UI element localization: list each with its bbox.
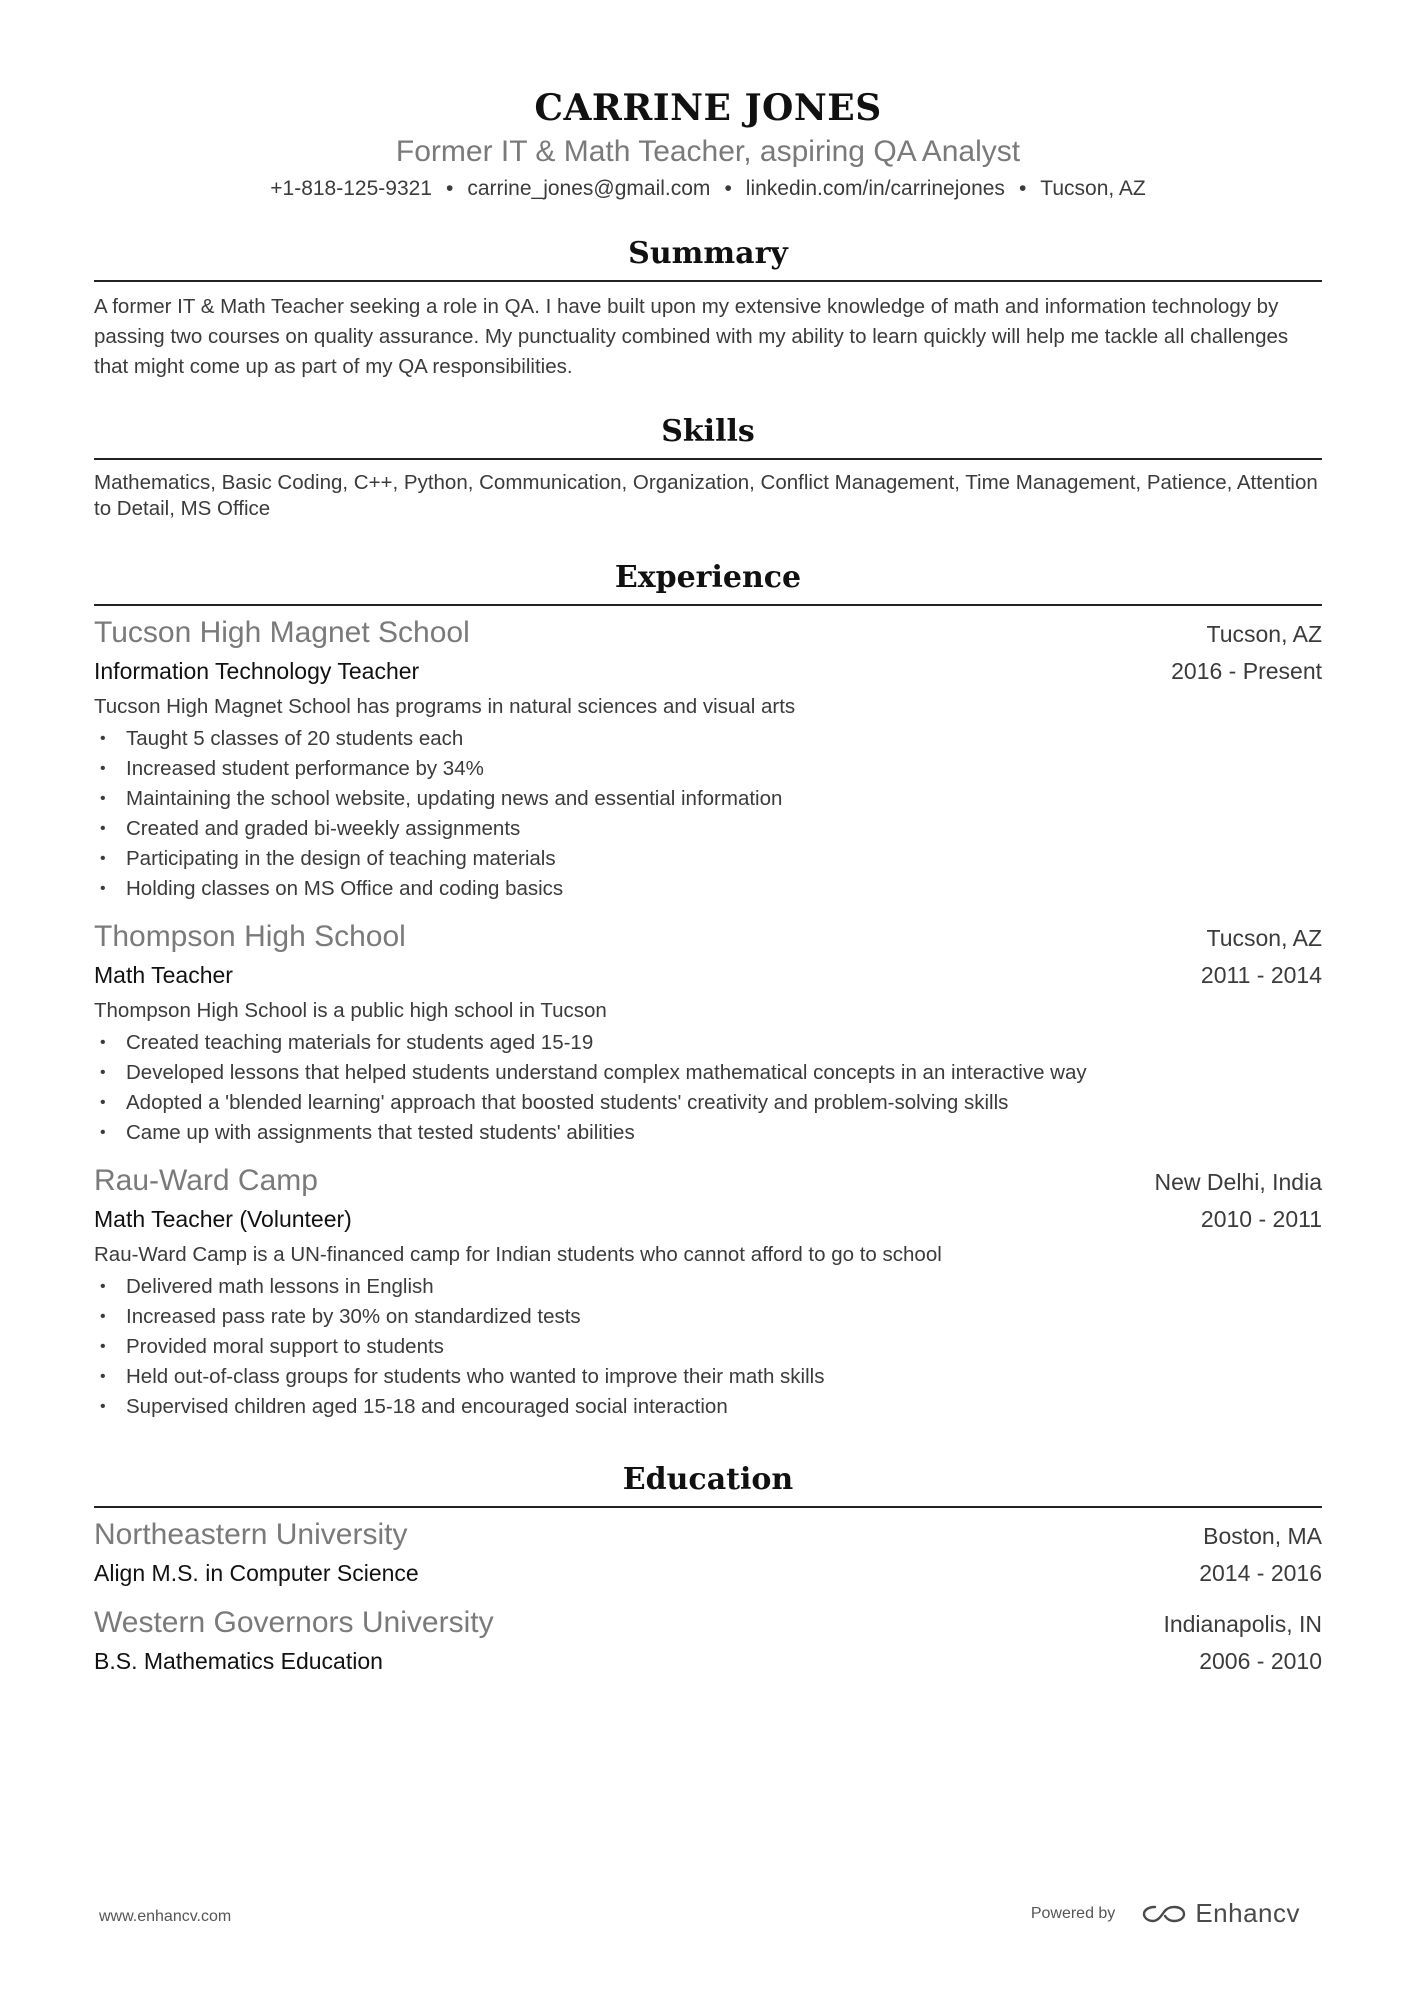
resume-header — [94, 0, 1322, 204]
education-section — [94, 1460, 1322, 1680]
separator-dot: • — [1018, 177, 1027, 200]
bullet-icon: • — [100, 1368, 106, 1385]
bullet-icon: • — [100, 880, 106, 897]
list-item: • Developed lessons that helped students understand complex mathematical concepts in an interactive way — [94, 1058, 1322, 1088]
summary-text: A former IT & Math Teacher seeking a role in QA. I have built upon my extensive knowledge of math and information technology by passing two courses on quality assurance. My punctuality combined with my ability to learn quickly will help me tackle all challenges that might come up as part of my QA responsibilities. — [94, 295, 1289, 378]
degree-name: B.S. Mathematics Education — [94, 1648, 383, 1674]
list-item: • Came up with assignments that tested students' abilities — [94, 1118, 1322, 1148]
email-address: carrine_jones@gmail.com — [467, 177, 711, 200]
list-item: • Delivered math lessons in English — [94, 1272, 1322, 1302]
skills-heading: Skills — [661, 414, 755, 449]
separator-dot: • — [724, 177, 732, 200]
school-location: Indianapolis, IN — [1163, 1611, 1322, 1637]
section-divider — [94, 280, 1322, 282]
education-dates: 2014 - 2016 — [1199, 1560, 1322, 1586]
school-name: Western Governors University — [94, 1606, 494, 1639]
list-item: • Created and graded bi-weekly assignments — [94, 814, 1322, 844]
degree-name: Align M.S. in Computer Science — [94, 1560, 419, 1586]
section-divider — [94, 1506, 1322, 1508]
achievement-list — [94, 1272, 1322, 1422]
bullet-icon: • — [100, 1034, 106, 1051]
list-item: • Supervised children aged 15-18 and encouraged social interaction — [94, 1392, 1322, 1422]
experience-heading: Experience — [614, 560, 802, 595]
education-entry — [94, 1604, 1322, 1680]
list-item: • Taught 5 classes of 20 students each — [94, 724, 1322, 754]
list-item: • Maintaining the school website, updating news and essential information — [94, 784, 1322, 814]
bullet-icon: • — [100, 820, 106, 837]
employer-name: Thompson High School — [94, 920, 406, 953]
school-location: Boston, MA — [1203, 1523, 1322, 1549]
achievement-list — [94, 724, 1322, 904]
job-dates: 2011 - 2014 — [1200, 962, 1322, 988]
separator-dot: • — [445, 177, 454, 200]
bullet-icon: • — [100, 850, 106, 867]
list-item: • Increased pass rate by 30% on standardized tests — [94, 1302, 1322, 1332]
section-divider — [94, 458, 1322, 460]
powered-by-badge — [1031, 1898, 1300, 1929]
bullet-icon: • — [100, 1064, 106, 1081]
summary-heading: Summary — [628, 236, 788, 271]
job-title: Information Technology Teacher — [94, 658, 420, 684]
bullet-icon: • — [100, 760, 106, 777]
website-link[interactable]: www.enhancv.com — [99, 1908, 232, 1925]
bullet-icon: • — [100, 1124, 106, 1141]
employer-description: Thompson High School is a public high school in Tucson — [94, 999, 607, 1022]
skills-section — [94, 412, 1322, 522]
bullet-icon: • — [100, 1398, 106, 1415]
education-dates: 2006 - 2010 — [1199, 1648, 1322, 1674]
section-divider — [94, 604, 1322, 606]
summary-section — [94, 234, 1322, 382]
school-name: Northeastern University — [94, 1518, 408, 1551]
candidate-location: Tucson, AZ — [1040, 177, 1146, 200]
job-title: Math Teacher (Volunteer) — [94, 1206, 352, 1232]
employer-description: Tucson High Magnet School has programs in natural sciences and visual arts — [94, 695, 796, 718]
list-item: • Held out-of-class groups for students who wanted to improve their math skills — [94, 1362, 1322, 1392]
experience-section — [94, 558, 1322, 1422]
employer-location: Tucson, AZ — [1206, 621, 1322, 647]
list-item: • Holding classes on MS Office and coding basics — [94, 874, 1322, 904]
achievement-list — [94, 1028, 1322, 1148]
experience-entry — [94, 918, 1322, 1148]
employer-name: Rau-Ward Camp — [94, 1164, 318, 1197]
bullet-icon: • — [100, 790, 106, 807]
list-item: • Participating in the design of teaching materials — [94, 844, 1322, 874]
list-item: • Created teaching materials for students aged 15-19 — [94, 1028, 1322, 1058]
skills-text: Mathematics, Basic Coding, C++, Python, Communication, Organization, Conflict Management, Time Management, Patience, Attention to Detail, MS Office — [94, 471, 1318, 520]
linkedin-url: linkedin.com/in/carrinejones — [745, 177, 1005, 200]
candidate-title: Former IT & Math Teacher, aspiring QA Analyst — [395, 135, 1021, 168]
phone-number: +1-818-125-9321 — [270, 177, 432, 200]
powered-by-label: Powered by — [1030, 1904, 1116, 1922]
resume-page — [94, 0, 1322, 1680]
enhancv-logo-icon — [1141, 1902, 1187, 1926]
job-dates: 2016 - Present — [1171, 658, 1322, 684]
job-dates: 2010 - 2011 — [1200, 1206, 1322, 1232]
list-item: • Provided moral support to students — [94, 1332, 1322, 1362]
employer-location: Tucson, AZ — [1206, 925, 1322, 951]
contact-line — [94, 174, 1322, 204]
list-item: • Increased student performance by 34% — [94, 754, 1322, 784]
employer-location: New Delhi, India — [1154, 1169, 1322, 1195]
list-item: • Adopted a 'blended learning' approach that boosted students' creativity and problem-solving skills — [94, 1088, 1322, 1118]
bullet-icon: • — [100, 730, 106, 747]
experience-entry — [94, 1162, 1322, 1422]
experience-entry — [94, 614, 1322, 904]
candidate-name: CARRINE JONES — [534, 87, 882, 129]
bullet-icon: • — [100, 1094, 106, 1111]
job-title: Math Teacher — [94, 962, 233, 988]
employer-description: Rau-Ward Camp is a UN-financed camp for Indian students who cannot afford to go to school — [94, 1243, 942, 1266]
education-entry — [94, 1516, 1322, 1592]
education-heading: Education — [622, 1462, 794, 1497]
brand-name: Enhancv — [1195, 1898, 1300, 1928]
employer-name: Tucson High Magnet School — [94, 616, 470, 649]
bullet-icon: • — [100, 1338, 106, 1355]
bullet-icon: • — [100, 1308, 106, 1325]
bullet-icon: • — [100, 1278, 106, 1295]
